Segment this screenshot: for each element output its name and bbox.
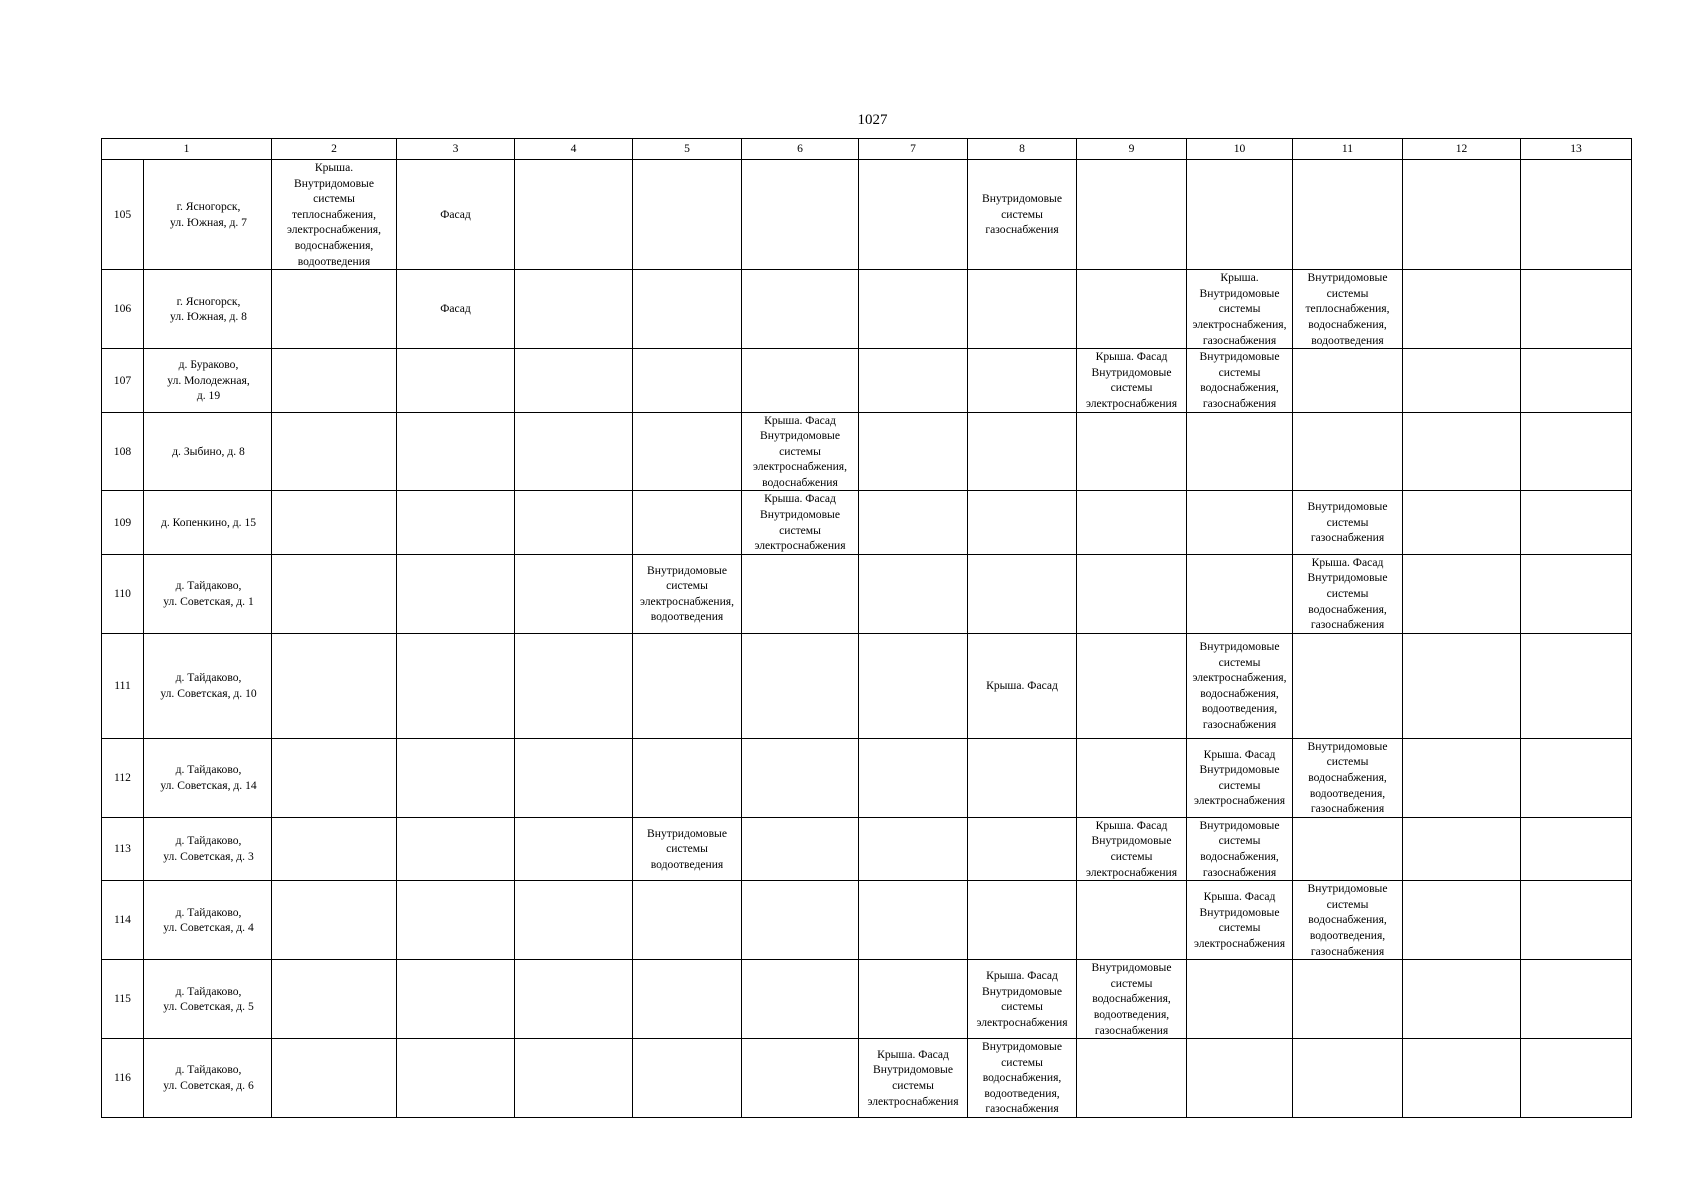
work-cell-col-9 xyxy=(968,881,1077,960)
work-cell-col-5 xyxy=(515,1039,633,1118)
work-cell-col-7 xyxy=(742,160,859,270)
work-cell-col-12 xyxy=(1293,1039,1403,1118)
work-cell-col-4: Фасад xyxy=(397,160,515,270)
work-cell-col-7: Крыша. Фасад Внутридомовые системы электроснабжения, водоснабжения xyxy=(742,412,859,491)
work-cell-col-5 xyxy=(515,160,633,270)
work-cell-col-8 xyxy=(859,633,968,738)
work-cell-col-6 xyxy=(633,349,742,412)
work-cell-col-11 xyxy=(1187,160,1293,270)
row-number: 116 xyxy=(102,1039,144,1118)
work-cell-col-9: Внутридомовые системы газоснабжения xyxy=(968,160,1077,270)
work-cell-col-12 xyxy=(1293,160,1403,270)
address-cell: д. Бураково, ул. Молодежная, д. 19 xyxy=(144,349,272,412)
work-cell-col-13 xyxy=(1403,491,1521,554)
work-cell-col-3: Крыша. Внутридомовые системы теплоснабжения, электроснабжения, водоснабжения, водоотведения xyxy=(272,160,397,270)
work-cell-col-9: Внутридомовые системы водоснабжения, водоотведения, газоснабжения xyxy=(968,1039,1077,1118)
work-cell-col-3 xyxy=(272,817,397,880)
row-number: 107 xyxy=(102,349,144,412)
work-cell-col-8 xyxy=(859,412,968,491)
work-cell-col-10 xyxy=(1077,270,1187,349)
column-header: 5 xyxy=(633,139,742,160)
work-cell-col-8 xyxy=(859,817,968,880)
work-cell-col-12 xyxy=(1293,960,1403,1039)
work-cell-col-10 xyxy=(1077,881,1187,960)
work-cell-col-12 xyxy=(1293,349,1403,412)
work-cell-col-8 xyxy=(859,738,968,817)
work-cell-col-12: Внутридомовые системы теплоснабжения, водоснабжения, водоотведения xyxy=(1293,270,1403,349)
work-cell-col-9 xyxy=(968,412,1077,491)
address-cell: д. Тайдаково, ул. Советская, д. 10 xyxy=(144,633,272,738)
work-cell-col-12: Внутридомовые системы водоснабжения, водоотведения, газоснабжения xyxy=(1293,738,1403,817)
work-cell-col-8 xyxy=(859,160,968,270)
work-cell-col-7 xyxy=(742,554,859,633)
work-cell-col-6 xyxy=(633,738,742,817)
table-row xyxy=(102,412,1632,491)
row-number: 110 xyxy=(102,554,144,633)
work-cell-col-5 xyxy=(515,738,633,817)
work-cell-col-3 xyxy=(272,554,397,633)
work-cell-col-11 xyxy=(1187,554,1293,633)
work-cell-col-10 xyxy=(1077,160,1187,270)
row-number: 112 xyxy=(102,738,144,817)
work-cell-col-5 xyxy=(515,491,633,554)
work-cell-col-8 xyxy=(859,960,968,1039)
work-cell-col-10 xyxy=(1077,491,1187,554)
work-cell-col-10: Крыша. Фасад Внутридомовые системы электроснабжения xyxy=(1077,817,1187,880)
address-cell: д. Тайдаково, ул. Советская, д. 3 xyxy=(144,817,272,880)
work-cell-col-3 xyxy=(272,412,397,491)
address-cell: г. Ясногорск, ул. Южная, д. 7 xyxy=(144,160,272,270)
work-cell-col-5 xyxy=(515,633,633,738)
work-cell-col-6 xyxy=(633,412,742,491)
work-cell-col-4 xyxy=(397,817,515,880)
work-cell-col-4 xyxy=(397,1039,515,1118)
column-header: 12 xyxy=(1403,139,1521,160)
work-cell-col-11: Внутридомовые системы электроснабжения, водоснабжения, водоотведения, газоснабжения xyxy=(1187,633,1293,738)
work-cell-col-13 xyxy=(1403,633,1521,738)
work-cell-col-10 xyxy=(1077,633,1187,738)
work-cell-col-4 xyxy=(397,554,515,633)
row-number: 114 xyxy=(102,881,144,960)
work-cell-col-10 xyxy=(1077,1039,1187,1118)
work-cell-col-14 xyxy=(1521,817,1632,880)
work-cell-col-9 xyxy=(968,738,1077,817)
column-header: 3 xyxy=(397,139,515,160)
work-cell-col-13 xyxy=(1403,270,1521,349)
table-row xyxy=(102,817,1632,880)
work-cell-col-4 xyxy=(397,738,515,817)
row-number: 105 xyxy=(102,160,144,270)
column-header: 2 xyxy=(272,139,397,160)
table-row xyxy=(102,349,1632,412)
work-cell-col-13 xyxy=(1403,1039,1521,1118)
work-cell-col-11: Внутридомовые системы водоснабжения, газоснабжения xyxy=(1187,349,1293,412)
work-cell-col-11 xyxy=(1187,491,1293,554)
work-cell-col-4 xyxy=(397,633,515,738)
work-cell-col-6: Внутридомовые системы электроснабжения, водоотведения xyxy=(633,554,742,633)
row-number: 111 xyxy=(102,633,144,738)
address-cell: д. Зыбино, д. 8 xyxy=(144,412,272,491)
work-cell-col-7 xyxy=(742,270,859,349)
work-cell-col-13 xyxy=(1403,412,1521,491)
work-cell-col-11: Крыша. Внутридомовые системы электроснабжения, газоснабжения xyxy=(1187,270,1293,349)
work-cell-col-10: Внутридомовые системы водоснабжения, водоотведения, газоснабжения xyxy=(1077,960,1187,1039)
address-cell: д. Тайдаково, ул. Советская, д. 4 xyxy=(144,881,272,960)
work-cell-col-14 xyxy=(1521,160,1632,270)
work-cell-col-3 xyxy=(272,881,397,960)
address-cell: д. Тайдаково, ул. Советская, д. 1 xyxy=(144,554,272,633)
work-cell-col-8 xyxy=(859,491,968,554)
work-cell-col-13 xyxy=(1403,960,1521,1039)
work-cell-col-6 xyxy=(633,881,742,960)
work-cell-col-4: Фасад xyxy=(397,270,515,349)
work-cell-col-5 xyxy=(515,960,633,1039)
work-cell-col-8 xyxy=(859,554,968,633)
work-cell-col-14 xyxy=(1521,738,1632,817)
work-cell-col-6 xyxy=(633,270,742,349)
work-cell-col-7 xyxy=(742,817,859,880)
work-cell-col-13 xyxy=(1403,881,1521,960)
table-row xyxy=(102,633,1632,738)
work-cell-col-7 xyxy=(742,349,859,412)
work-cell-col-9 xyxy=(968,491,1077,554)
work-cell-col-12 xyxy=(1293,633,1403,738)
work-cell-col-11 xyxy=(1187,1039,1293,1118)
work-cell-col-10 xyxy=(1077,554,1187,633)
work-cell-col-4 xyxy=(397,491,515,554)
work-cell-col-5 xyxy=(515,349,633,412)
work-cell-col-12: Внутридомовые системы газоснабжения xyxy=(1293,491,1403,554)
work-cell-col-7: Крыша. Фасад Внутридомовые системы электроснабжения xyxy=(742,491,859,554)
page-number: 1027 xyxy=(857,112,888,128)
work-cell-col-8: Крыша. Фасад Внутридомовые системы электроснабжения xyxy=(859,1039,968,1118)
address-cell: д. Тайдаково, ул. Советская, д. 6 xyxy=(144,1039,272,1118)
work-cell-col-6 xyxy=(633,491,742,554)
work-cell-col-14 xyxy=(1521,633,1632,738)
work-cell-col-13 xyxy=(1403,738,1521,817)
work-cell-col-3 xyxy=(272,270,397,349)
table-row xyxy=(102,881,1632,960)
work-cell-col-14 xyxy=(1521,960,1632,1039)
work-cell-col-4 xyxy=(397,412,515,491)
work-cell-col-11 xyxy=(1187,412,1293,491)
column-header: 8 xyxy=(968,139,1077,160)
column-header: 1 xyxy=(102,139,272,160)
work-cell-col-12 xyxy=(1293,817,1403,880)
work-cell-col-4 xyxy=(397,349,515,412)
table-row xyxy=(102,960,1632,1039)
column-header: 13 xyxy=(1521,139,1632,160)
work-cell-col-7 xyxy=(742,960,859,1039)
row-number: 109 xyxy=(102,491,144,554)
column-header: 7 xyxy=(859,139,968,160)
work-cell-col-6: Внутридомовые системы водоотведения xyxy=(633,817,742,880)
work-cell-col-8 xyxy=(859,270,968,349)
work-cell-col-11: Крыша. Фасад Внутридомовые системы электроснабжения xyxy=(1187,738,1293,817)
header-row xyxy=(102,139,1632,160)
address-cell: д. Тайдаково, ул. Советская, д. 14 xyxy=(144,738,272,817)
column-header: 10 xyxy=(1187,139,1293,160)
work-cell-col-5 xyxy=(515,554,633,633)
table-row xyxy=(102,270,1632,349)
work-cell-col-14 xyxy=(1521,491,1632,554)
column-header: 9 xyxy=(1077,139,1187,160)
work-cell-col-3 xyxy=(272,960,397,1039)
row-number: 113 xyxy=(102,817,144,880)
work-cell-col-3 xyxy=(272,738,397,817)
work-cell-col-13 xyxy=(1403,349,1521,412)
work-cell-col-14 xyxy=(1521,554,1632,633)
work-cell-col-10 xyxy=(1077,412,1187,491)
row-number: 115 xyxy=(102,960,144,1039)
work-cell-col-4 xyxy=(397,881,515,960)
work-cell-col-3 xyxy=(272,1039,397,1118)
work-cell-col-13 xyxy=(1403,817,1521,880)
work-cell-col-7 xyxy=(742,881,859,960)
work-cell-col-4 xyxy=(397,960,515,1039)
row-number: 106 xyxy=(102,270,144,349)
work-cell-col-5 xyxy=(515,412,633,491)
work-cell-col-3 xyxy=(272,491,397,554)
table-row xyxy=(102,1039,1632,1118)
work-cell-col-11: Крыша. Фасад Внутридомовые системы электроснабжения xyxy=(1187,881,1293,960)
work-cell-col-9 xyxy=(968,349,1077,412)
work-cell-col-5 xyxy=(515,270,633,349)
work-cell-col-14 xyxy=(1521,412,1632,491)
address-cell: д. Копенкино, д. 15 xyxy=(144,491,272,554)
work-cell-col-12 xyxy=(1293,412,1403,491)
work-cell-col-13 xyxy=(1403,554,1521,633)
work-cell-col-6 xyxy=(633,960,742,1039)
work-cell-col-5 xyxy=(515,817,633,880)
work-cell-col-6 xyxy=(633,160,742,270)
address-cell: д. Тайдаково, ул. Советская, д. 5 xyxy=(144,960,272,1039)
work-cell-col-14 xyxy=(1521,881,1632,960)
work-cell-col-14 xyxy=(1521,1039,1632,1118)
work-cell-col-6 xyxy=(633,1039,742,1118)
work-cell-col-7 xyxy=(742,633,859,738)
table-row xyxy=(102,491,1632,554)
work-cell-col-3 xyxy=(272,633,397,738)
table-row xyxy=(102,738,1632,817)
column-header: 6 xyxy=(742,139,859,160)
work-cell-col-8 xyxy=(859,349,968,412)
work-cell-col-9 xyxy=(968,554,1077,633)
work-cell-col-14 xyxy=(1521,270,1632,349)
work-cell-col-12: Крыша. Фасад Внутридомовые системы водоснабжения, газоснабжения xyxy=(1293,554,1403,633)
table-row xyxy=(102,554,1632,633)
table-row xyxy=(102,160,1632,270)
work-cell-col-9: Крыша. Фасад Внутридомовые системы электроснабжения xyxy=(968,960,1077,1039)
work-cell-col-6 xyxy=(633,633,742,738)
work-cell-col-13 xyxy=(1403,160,1521,270)
work-cell-col-14 xyxy=(1521,349,1632,412)
work-cell-col-7 xyxy=(742,1039,859,1118)
address-cell: г. Ясногорск, ул. Южная, д. 8 xyxy=(144,270,272,349)
work-cell-col-5 xyxy=(515,881,633,960)
work-cell-col-12: Внутридомовые системы водоснабжения, водоотведения, газоснабжения xyxy=(1293,881,1403,960)
work-cell-col-7 xyxy=(742,738,859,817)
work-schedule-table xyxy=(101,138,1632,1118)
work-cell-col-11 xyxy=(1187,960,1293,1039)
work-cell-col-9: Крыша. Фасад xyxy=(968,633,1077,738)
work-cell-col-9 xyxy=(968,270,1077,349)
column-header: 4 xyxy=(515,139,633,160)
work-cell-col-10: Крыша. Фасад Внутридомовые системы электроснабжения xyxy=(1077,349,1187,412)
work-cell-col-11: Внутридомовые системы водоснабжения, газоснабжения xyxy=(1187,817,1293,880)
column-header: 11 xyxy=(1293,139,1403,160)
work-cell-col-10 xyxy=(1077,738,1187,817)
work-cell-col-3 xyxy=(272,349,397,412)
row-number: 108 xyxy=(102,412,144,491)
work-cell-col-8 xyxy=(859,881,968,960)
work-cell-col-9 xyxy=(968,817,1077,880)
